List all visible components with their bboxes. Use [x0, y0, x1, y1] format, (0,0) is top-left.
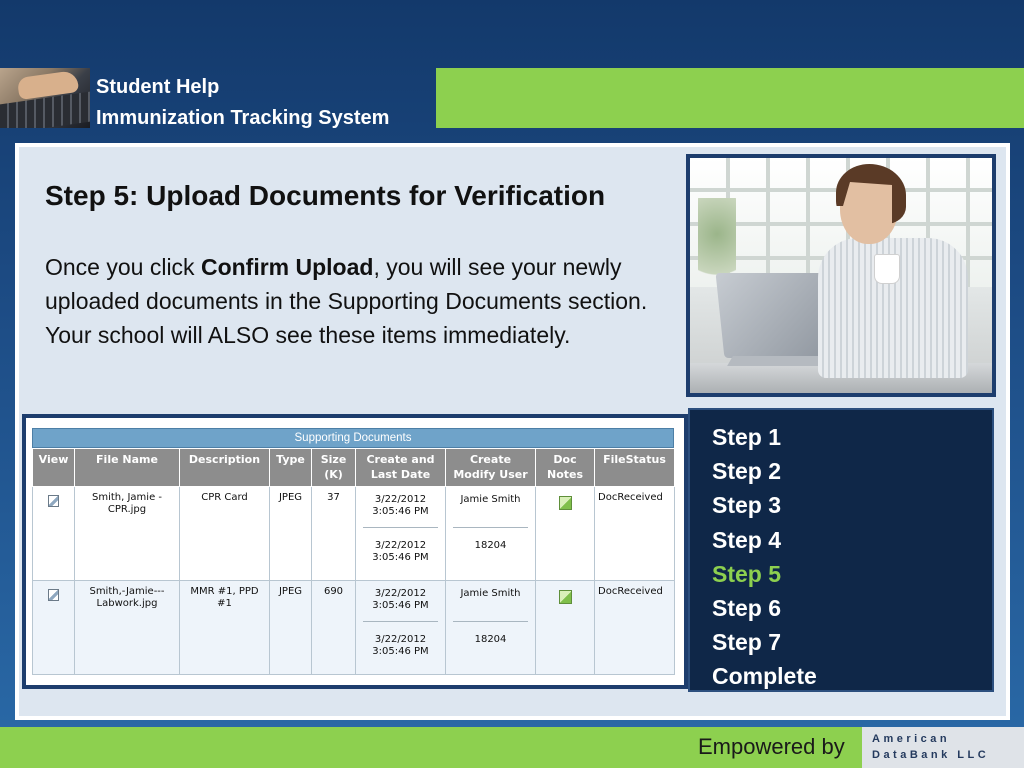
file-name-cell: Smith, Jamie - CPR.jpg [75, 487, 180, 581]
empowered-by-text: Empowered by [698, 734, 845, 759]
header-title-line2: Immunization Tracking System [96, 107, 390, 129]
create-user: Jamie Smith [453, 492, 528, 528]
header-title [96, 72, 389, 134]
supporting-documents-table [32, 448, 675, 675]
last-date: 3/22/2012 3:05:46 PM [372, 634, 429, 657]
doc-notes-cell[interactable] [536, 581, 595, 675]
note-icon[interactable] [559, 496, 572, 510]
step-item[interactable]: Step 6 [712, 595, 782, 622]
create-user: Jamie Smith [453, 586, 528, 622]
step-item[interactable]: Step 2 [712, 458, 782, 485]
size-cell: 37 [312, 487, 356, 581]
doc-notes-cell[interactable] [536, 487, 595, 581]
create-date: 3/22/2012 3:05:46 PM [363, 586, 438, 622]
supporting-documents-screenshot [22, 414, 688, 689]
description-cell: CPR Card [180, 487, 270, 581]
table-header-row [33, 449, 675, 487]
page-title: Step 5: Upload Documents for Verification [45, 180, 606, 211]
users-cell [446, 487, 536, 581]
create-date: 3/22/2012 3:05:46 PM [363, 492, 438, 528]
note-icon[interactable] [559, 590, 572, 604]
header-keyboard-photo [0, 68, 90, 128]
column-header[interactable]: Size (K) [312, 449, 356, 487]
view-cell[interactable] [33, 487, 75, 581]
table-row [33, 581, 675, 675]
file-status-cell: DocReceived [595, 581, 675, 675]
column-header[interactable]: Create and Last Date [356, 449, 446, 487]
woman-laptop-photo [686, 154, 996, 397]
step-item-complete[interactable]: Complete [712, 663, 817, 690]
view-cell[interactable] [33, 581, 75, 675]
last-date: 3/22/2012 3:05:46 PM [372, 540, 429, 563]
logo-line1: American [872, 733, 951, 745]
type-cell: JPEG [270, 487, 312, 581]
modify-user: 18204 [474, 634, 507, 645]
body-bold-confirm-upload: Confirm Upload [200, 254, 374, 280]
users-cell [446, 581, 536, 675]
column-header[interactable]: View [33, 449, 75, 487]
column-header[interactable]: File Name [75, 449, 180, 487]
column-header[interactable]: Description [180, 449, 270, 487]
header-title-line1: Student Help [96, 76, 220, 98]
slide-body-text [45, 250, 665, 352]
type-cell: JPEG [270, 581, 312, 675]
keyboard-graphic [0, 92, 90, 128]
size-cell: 690 [312, 581, 356, 675]
table-row [33, 487, 675, 581]
steps-nav [688, 408, 994, 692]
document-image-icon[interactable] [48, 495, 59, 507]
document-image-icon[interactable] [48, 589, 59, 601]
step-item[interactable]: Step 1 [712, 424, 782, 450]
header-accent-bar [436, 68, 1024, 128]
column-header[interactable]: FileStatus [595, 449, 675, 487]
description-cell: MMR #1, PPD #1 [180, 581, 270, 675]
modify-user: 18204 [474, 540, 507, 551]
logo-line2: DataBank LLC [872, 749, 990, 761]
dates-cell [356, 581, 446, 675]
step-item[interactable]: Step 4 [712, 526, 782, 553]
american-databank-logo [862, 727, 1024, 768]
body-prefix: Once you click [45, 254, 201, 280]
step-item[interactable]: Step 3 [712, 492, 782, 519]
body-suffix: , you will see your newly uploaded documents in the Supporting Documents section. Your school will ALSO see these items immediately. [45, 254, 648, 348]
file-status-cell: DocReceived [595, 487, 675, 581]
column-header[interactable]: Create Modify User [446, 449, 536, 487]
column-header[interactable]: Doc Notes [536, 449, 595, 487]
file-name-cell: Smith,-Jamie---Labwork.jpg [75, 581, 180, 675]
step-item[interactable]: Step 7 [712, 629, 782, 656]
column-header[interactable]: Type [270, 449, 312, 487]
dates-cell [356, 487, 446, 581]
step-item-current[interactable]: Step 5 [712, 560, 782, 587]
supporting-documents-title: Supporting Documents [32, 428, 674, 448]
